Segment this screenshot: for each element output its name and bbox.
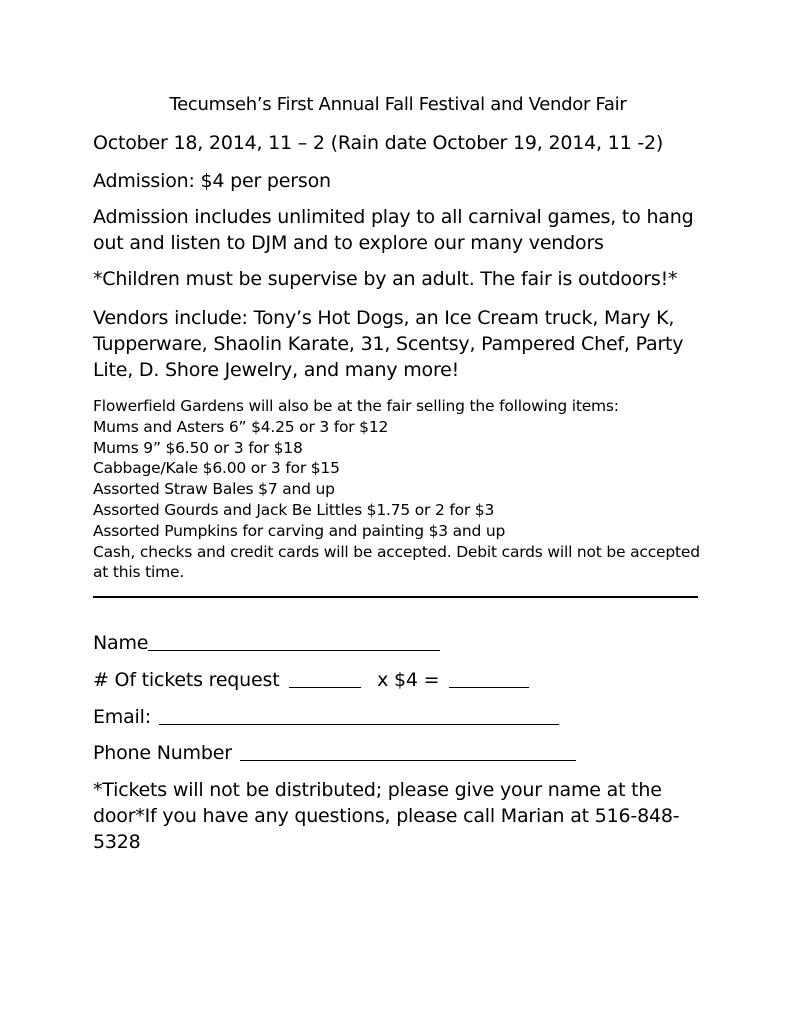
email-label: Email:	[93, 706, 151, 728]
flowerfield-item: Assorted Pumpkins for carving and painting $3 and up	[93, 521, 506, 540]
footer-note: *Tickets will not be distributed; please give your name at the door*If you have any questions, please call Marian at 516-848-5328	[93, 779, 680, 853]
admission-includes: Admission includes unlimited play to all carnival games, to hang out and listen to DJM and to explore our many vendors	[93, 206, 694, 254]
phone-field[interactable]	[240, 759, 576, 761]
ticket-count-field[interactable]	[289, 686, 361, 688]
children-note: *Children must be supervise by an adult. The fair is outdoors!*	[93, 268, 678, 290]
vendor-list: Vendors include: Tony’s Hot Dogs, an Ice Cream truck, Mary K, Tupperware, Shaolin Karate, 31, Scentsy, Pampered Chef, Party Lite, D. Shore Jewelry, and many more!	[93, 307, 684, 381]
flowerfield-item: Assorted Straw Bales $7 and up	[93, 480, 335, 499]
payment-note: Cash, checks and credit cards will be accepted. Debit cards will not be accepted at this time.	[93, 542, 700, 582]
page-title: Tecumseh’s First Annual Fall Festival and Vendor Fair	[169, 94, 627, 115]
name-row	[93, 630, 440, 656]
flowerfield-section	[93, 396, 703, 583]
email-row	[93, 704, 559, 730]
tickets-row	[93, 667, 529, 693]
tickets-multiplier: x $4 =	[377, 669, 440, 691]
phone-row	[93, 740, 576, 766]
flowerfield-item: Mums and Asters 6” $4.25 or 3 for $12	[93, 417, 389, 436]
flowerfield-item: Assorted Gourds and Jack Be Littles $1.75 or 2 for $3	[93, 500, 495, 519]
name-label: Name	[93, 632, 149, 654]
flowerfield-item: Mums 9” $6.50 or 3 for $18	[93, 438, 303, 457]
flowerfield-intro: Flowerfield Gardens will also be at the fair selling the following items:	[93, 397, 619, 415]
flowerfield-item: Cabbage/Kale $6.00 or 3 for $15	[93, 459, 340, 478]
phone-label: Phone Number	[93, 742, 232, 764]
email-field[interactable]	[159, 723, 559, 725]
event-date: October 18, 2014, 11 – 2 (Rain date October 19, 2014, 11 -2)	[93, 132, 664, 154]
section-divider	[93, 596, 698, 598]
name-field[interactable]	[148, 649, 440, 651]
admission-price: Admission: $4 per person	[93, 170, 331, 192]
tickets-label: # Of tickets request	[93, 669, 280, 691]
ticket-total-field[interactable]	[449, 686, 529, 688]
